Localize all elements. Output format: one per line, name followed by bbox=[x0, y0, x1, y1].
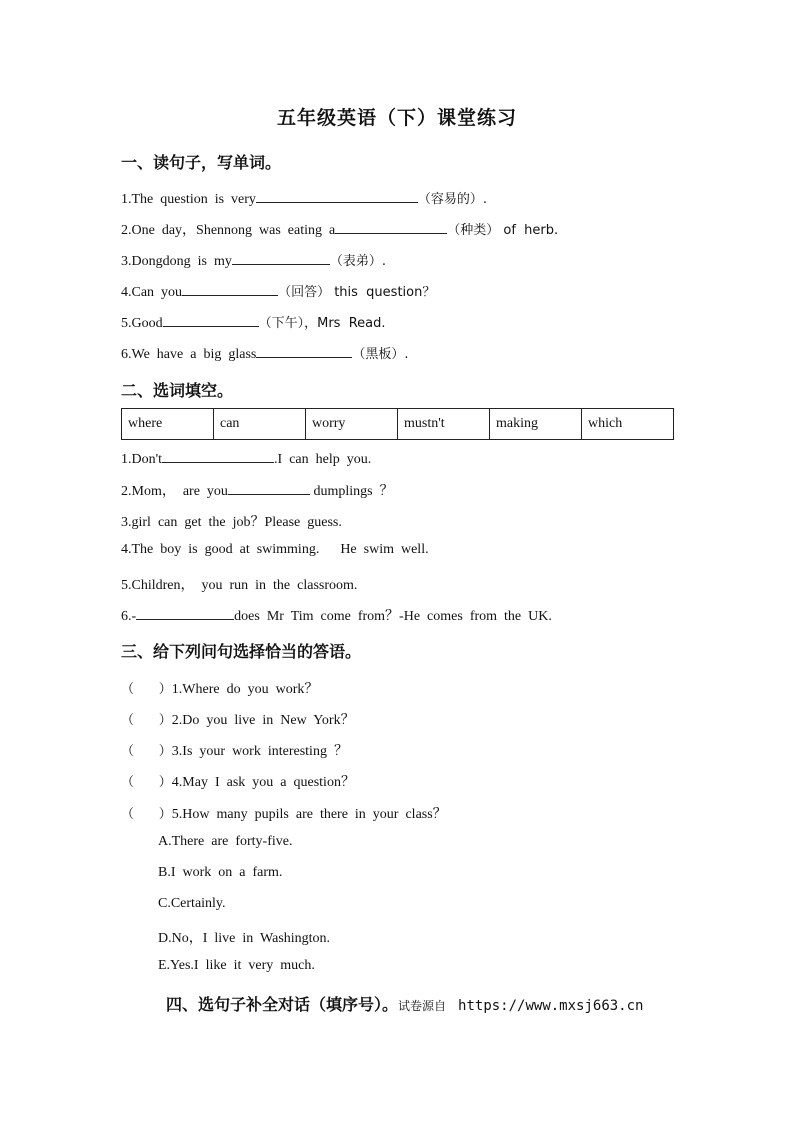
s3-question-1 bbox=[121, 678, 318, 698]
answer-bracket[interactable]: （ ） bbox=[121, 682, 172, 697]
s1-item-1 bbox=[121, 188, 487, 208]
word-bank-cell: making bbox=[490, 409, 582, 440]
s2-item-3-text: 3.girl can get the job？Please guess. bbox=[121, 515, 342, 530]
s1-item-2-hint: （种类） of herb. bbox=[447, 223, 559, 238]
answer-blank[interactable] bbox=[163, 313, 259, 327]
section3-heading: 三、给下列问句选择恰当的答语。 bbox=[121, 642, 362, 661]
answer-blank[interactable] bbox=[256, 189, 418, 203]
s3-option-c: C.Certainly. bbox=[158, 896, 226, 911]
s1-item-4-text: 4.Can you bbox=[121, 285, 183, 300]
s3-question-5 bbox=[121, 803, 447, 823]
s1-item-3 bbox=[121, 250, 386, 270]
answer-bracket[interactable]: （ ） bbox=[121, 775, 172, 790]
section1-heading: 一、读句子，写单词。 bbox=[121, 153, 282, 172]
s3-question-2 bbox=[121, 709, 355, 729]
s1-item-6-hint: （黑板）. bbox=[352, 347, 409, 362]
s2-item-1 bbox=[121, 449, 371, 468]
s2-item-6 bbox=[121, 605, 552, 625]
s2-item-3 bbox=[121, 511, 342, 531]
s2-item-5 bbox=[121, 574, 357, 594]
s3-question-2-text: 2.Do you live in New York？ bbox=[171, 713, 355, 728]
s2-item-2-text: 2.Mom， are you bbox=[121, 484, 228, 499]
s2-item-2 bbox=[121, 480, 394, 500]
s2-item-4-text: 4.The boy is good at swimming. He swim well. bbox=[121, 542, 429, 557]
s3-option-e: E.Yes.I like it very much. bbox=[158, 958, 315, 973]
answer-blank[interactable] bbox=[136, 606, 234, 620]
source-label: 试卷源自 bbox=[398, 999, 447, 1013]
answer-blank[interactable] bbox=[182, 282, 278, 296]
answer-blank[interactable] bbox=[232, 251, 330, 265]
s1-item-6-text: 6.We have a big glass bbox=[121, 347, 257, 362]
s1-item-3-hint: （表弟）. bbox=[329, 254, 386, 269]
s2-item-2-post: dumplings ？ bbox=[309, 484, 394, 499]
page-title: 五年级英语（下）课堂练习 bbox=[276, 107, 517, 129]
answer-bracket[interactable]: （ ） bbox=[121, 744, 172, 759]
answer-blank[interactable] bbox=[256, 344, 352, 358]
s3-question-5-text: 5.How many pupils are there in your class？ bbox=[171, 807, 447, 822]
word-bank-table bbox=[121, 408, 674, 440]
s1-item-4-hint: （回答） this question？ bbox=[278, 285, 436, 300]
s1-item-2-text: 2.One day，Shennong was eating a bbox=[121, 223, 336, 238]
s2-item-5-text: 5.Children， you run in the classroom. bbox=[121, 578, 358, 593]
s2-item-1-text: 1.Don't bbox=[121, 452, 163, 467]
s1-item-4 bbox=[121, 281, 435, 301]
answer-bracket[interactable]: （ ） bbox=[121, 807, 172, 822]
s1-item-1-text: 1.The question is very bbox=[121, 192, 256, 207]
s1-item-2 bbox=[121, 219, 558, 239]
s1-item-5-hint: （下午），Mrs Read. bbox=[258, 316, 386, 331]
word-bank-cell: mustn't bbox=[398, 409, 490, 440]
s1-item-6 bbox=[121, 343, 408, 363]
s3-question-4-text: 4.May I ask you a question？ bbox=[171, 775, 355, 790]
s1-item-1-hint: （容易的）. bbox=[417, 192, 488, 207]
answer-blank[interactable] bbox=[162, 449, 274, 463]
s3-question-1-text: 1.Where do you work？ bbox=[171, 682, 319, 697]
s1-item-5 bbox=[121, 312, 386, 332]
s2-item-6-post: does Mr Tim come from？-He comes from the UK. bbox=[234, 609, 552, 624]
section4-heading-row bbox=[166, 992, 643, 1015]
word-bank-cell: which bbox=[582, 409, 674, 440]
s3-option-d: D.No，I live in Washington. bbox=[158, 931, 331, 946]
section2-heading: 二、选词填空。 bbox=[121, 381, 234, 400]
s2-item-6-text: 6.- bbox=[121, 609, 137, 624]
s2-item-1-post: .I can help you. bbox=[274, 452, 372, 467]
word-bank-cell: can bbox=[214, 409, 306, 440]
source-url[interactable]: https://www.mxsj663.cn bbox=[458, 998, 644, 1014]
word-bank-cell: worry bbox=[306, 409, 398, 440]
s2-item-4 bbox=[121, 542, 429, 558]
answer-blank[interactable] bbox=[335, 220, 447, 234]
s3-question-3 bbox=[121, 740, 348, 760]
s3-option-a: A.There are forty-five. bbox=[158, 834, 293, 849]
section4-heading: 四、选句子补全对话（填序号）。 bbox=[166, 995, 399, 1014]
s3-option-b: B.I work on a farm. bbox=[158, 865, 283, 880]
word-bank-cell: where bbox=[122, 409, 214, 440]
s1-item-5-text: 5.Good bbox=[121, 316, 163, 331]
answer-bracket[interactable]: （ ） bbox=[121, 713, 172, 728]
s1-item-3-text: 3.Dongdong is my bbox=[121, 254, 232, 269]
s3-question-3-text: 3.Is your work interesting ？ bbox=[171, 744, 348, 759]
answer-blank[interactable] bbox=[228, 481, 310, 495]
s3-question-4 bbox=[121, 771, 355, 791]
